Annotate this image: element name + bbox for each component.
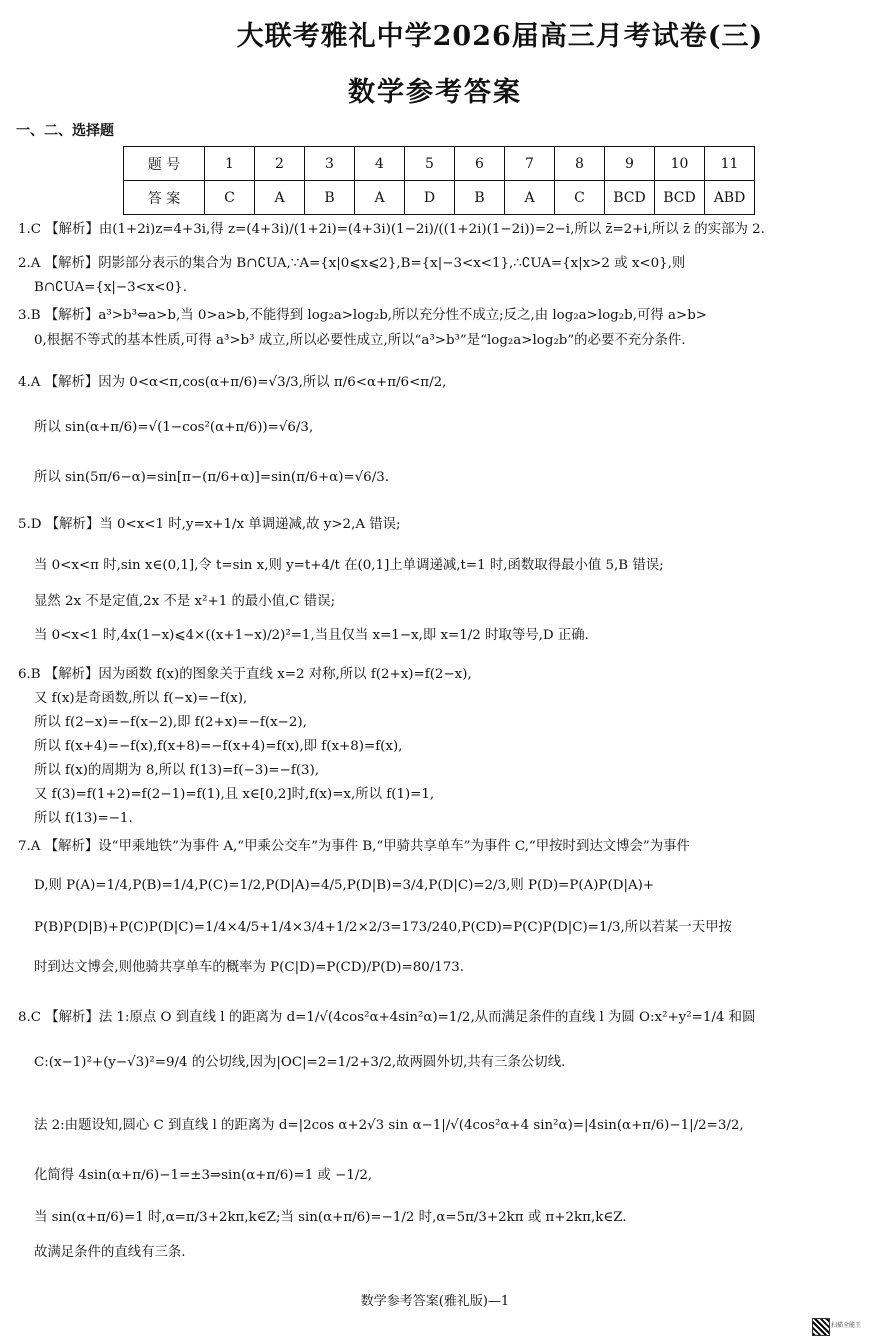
solution-line: 当 sin(α+π/6)=1 时,α=π/3+2kπ,k∈Z;当 sin(α+π/6)=−1/2 时,α=5π/3+2kπ 或 π+2kπ,k∈Z. xyxy=(34,1210,627,1225)
solution-line: 又 f(x)是奇函数,所以 f(−x)=−f(x), xyxy=(34,691,248,706)
solution-line: 3.B 【解析】a³>b³⇔a>b,当 0>a>b,不能得到 log₂a>log₂b,所以充分性不成立;反之,由 log₂a>log₂b,可得 a>b> xyxy=(18,308,707,323)
solution-line: 又 f(3)=f(1+2)=f(2−1)=f(1),且 x∈[0,2]时,f(x)=x,所以 f(1)=1, xyxy=(34,787,435,802)
answer-cell: B xyxy=(305,181,355,215)
solution-line: 所以 f(x)的周期为 8,所以 f(13)=f(−3)=−f(3), xyxy=(34,763,320,778)
answer-cell: A xyxy=(355,181,405,215)
solution-line: 所以 f(x+4)=−f(x),f(x+8)=−f(x+4)=f(x),即 f(x+8)=f(x), xyxy=(34,739,403,754)
solution-line: 时到达文博会,则他骑共享单车的概率为 P(C|D)=P(CD)/P(D)=80/173. xyxy=(34,960,465,975)
exam-title: 大联考雅礼中学2026届高三月考试卷(三) xyxy=(236,21,764,52)
answer-cell: ABD xyxy=(705,181,755,215)
solution-line: 所以 sin(α+π/6)=√(1−cos²(α+π/6))=√6/3, xyxy=(34,420,314,435)
question-number: 11 xyxy=(705,147,755,181)
question-number: 8 xyxy=(555,147,605,181)
solution-line: 化简得 4sin(α+π/6)−1=±3⇒sin(α+π/6)=1 或 −1/2, xyxy=(34,1168,373,1183)
question-number: 2 xyxy=(255,147,305,181)
solution-line: 当 0<x<π 时,sin x∈(0,1],令 t=sin x,则 y=t+4/t 在(0,1]上单调递减,t=1 时,函数取得最小值 5,B 错误; xyxy=(34,558,664,573)
answer-cell: BCD xyxy=(605,181,655,215)
solution-line: C:(x−1)²+(y−√3)²=9/4 的公切线,因为|OC|=2=1/2+3/2,故两圆外切,共有三条公切线. xyxy=(34,1055,566,1070)
solution-line: 所以 f(2−x)=−f(x−2),即 f(2+x)=−f(x−2), xyxy=(34,715,307,730)
solution-line: 所以 sin(5π/6−α)=sin[π−(π/6+α)]=sin(π/6+α)=√6/3. xyxy=(34,470,389,485)
question-number: 1 xyxy=(205,147,255,181)
table-header-answer: 答 案 xyxy=(124,181,205,215)
solution-line: P(B)P(D|B)+P(C)P(D|C)=1/4×4/5+1/4×3/4+1/2×2/3=173/240,P(CD)=P(C)P(D|C)=1/3,所以若某一天甲按 xyxy=(34,920,732,935)
answer-cell: C xyxy=(555,181,605,215)
answer-cell: BCD xyxy=(655,181,705,215)
answer-cell: A xyxy=(505,181,555,215)
question-number: 5 xyxy=(405,147,455,181)
question-number: 6 xyxy=(455,147,505,181)
scanner-badge: 扫描全能王 xyxy=(831,1322,862,1329)
solution-line: 1.C 【解析】由(1+2i)z=4+3i,得 z=(4+3i)/(1+2i)=(4+3i)(1−2i)/((1+2i)(1−2i))=2−i,所以 z̄=2+i,所以 z̄ 的实部为 2. xyxy=(18,222,765,237)
solution-line: D,则 P(A)=1/4,P(B)=1/4,P(C)=1/2,P(D|A)=4/5,P(D|B)=3/4,P(D|C)=2/3,则 P(D)=P(A)P(D|A)+ xyxy=(34,878,655,893)
table-row-answers xyxy=(124,181,755,215)
qr-code-icon xyxy=(812,1318,830,1336)
solution-line: 0,根据不等式的基本性质,可得 a³>b³ 成立,所以必要性成立,所以“a³>b³”是“log₂a>log₂b”的必要不充分条件. xyxy=(34,333,686,348)
solution-line: 故满足条件的直线有三条. xyxy=(34,1245,186,1260)
solution-line: B∩∁UA={x|−3<x<0}. xyxy=(34,280,187,295)
solution-line: 4.A 【解析】因为 0<α<π,cos(α+π/6)=√3/3,所以 π/6<α+π/6<π/2, xyxy=(18,375,447,390)
page-footer: 数学参考答案(雅礼版)—1 xyxy=(360,1294,510,1309)
question-number: 3 xyxy=(305,147,355,181)
answer-cell: A xyxy=(255,181,305,215)
solution-line: 8.C 【解析】法 1:原点 O 到直线 l 的距离为 d=1/√(4cos²α+4sin²α)=1/2,从而满足条件的直线 l 为圆 O:x²+y²=1/4 和圆 xyxy=(18,1010,756,1025)
answer-table xyxy=(123,146,755,215)
solution-line: 2.A 【解析】阴影部分表示的集合为 B∩∁UA,∵A={x|0⩽x⩽2},B={x|−3<x<1},∴∁UA={x|x>2 或 x<0},则 xyxy=(18,256,686,271)
section-heading: 一、二、选择题 xyxy=(16,123,114,139)
page-title: 数学参考答案 xyxy=(348,77,522,108)
solution-line: 7.A 【解析】设“甲乘地铁”为事件 A,“甲乘公交车”为事件 B,“甲骑共享单车”为事件 C,“甲按时到达文博会”为事件 xyxy=(18,839,690,854)
question-number: 9 xyxy=(605,147,655,181)
table-row-numbers xyxy=(124,147,755,181)
solution-line: 法 2:由题设知,圆心 C 到直线 l 的距离为 d=|2cos α+2√3 sin α−1|/√(4cos²α+4 sin²α)=|4sin(α+π/6)−1|/2=3/2, xyxy=(34,1118,744,1133)
answer-cell: C xyxy=(205,181,255,215)
table-header-number: 题 号 xyxy=(124,147,205,181)
solution-line: 所以 f(13)=−1. xyxy=(34,811,133,826)
answer-cell: D xyxy=(405,181,455,215)
solution-line: 显然 2x 不是定值,2x 不是 x²+1 的最小值,C 错误; xyxy=(34,594,336,609)
question-number: 7 xyxy=(505,147,555,181)
question-number: 4 xyxy=(355,147,405,181)
solution-line: 6.B 【解析】因为函数 f(x)的图象关于直线 x=2 对称,所以 f(2+x)=f(2−x), xyxy=(18,667,472,682)
solution-line: 当 0<x<1 时,4x(1−x)⩽4×((x+1−x)/2)²=1,当且仅当 x=1−x,即 x=1/2 时取等号,D 正确. xyxy=(34,628,589,643)
answer-cell: B xyxy=(455,181,505,215)
solution-line: 5.D 【解析】当 0<x<1 时,y=x+1/x 单调递减,故 y>2,A 错误; xyxy=(18,517,401,532)
question-number: 10 xyxy=(655,147,705,181)
